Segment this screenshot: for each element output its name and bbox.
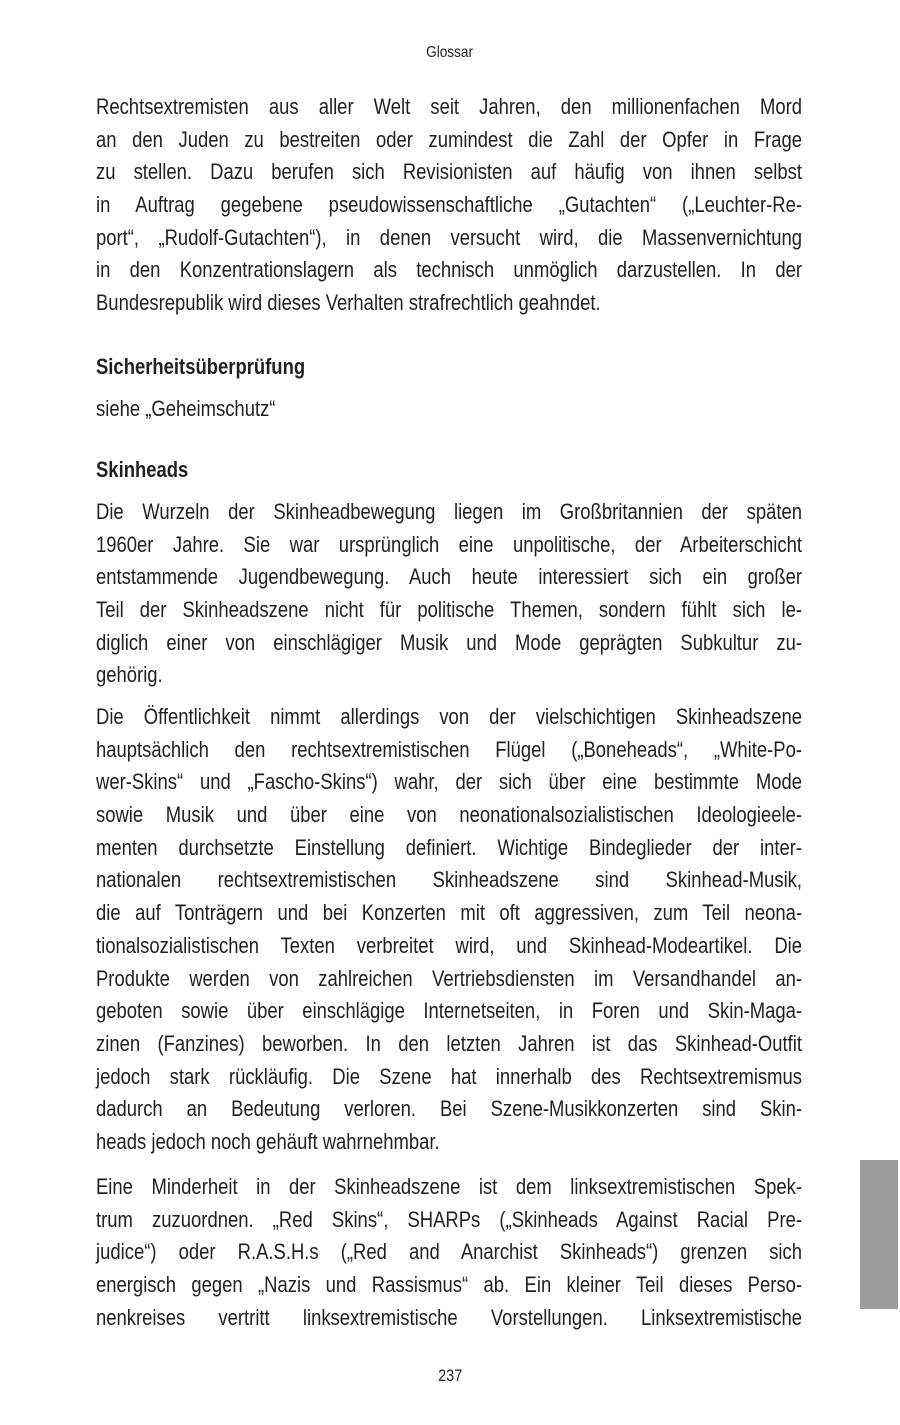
text-line-content: diglich einer von einschlägiger Musik und Mode geprägten Subkultur zu- <box>96 629 803 655</box>
text-line <box>96 766 802 799</box>
text-line <box>96 627 802 660</box>
text-line <box>96 734 802 767</box>
text-line <box>96 1302 802 1335</box>
text-line-content: Teil der Skinheadszene nicht für politische Themen, sondern fühlt sich le- <box>96 597 803 623</box>
text-line <box>96 963 802 996</box>
text-line-content: dadurch an Bedeutung verloren. Bei Szene-Musikkonzerten sind Skin- <box>96 1096 803 1122</box>
text-line <box>96 254 802 287</box>
text-line-content: nationalen rechtsextremistischen Skinheadszene sind Skinhead-Musik, <box>96 867 803 893</box>
paragraph-skinheads-origins <box>96 496 802 692</box>
text-line <box>96 594 802 627</box>
glossary-term-skinheads <box>96 454 802 487</box>
text-line-content: heads jedoch noch gehäuft wahrnehmbar. <box>96 1128 440 1154</box>
text-line-content: Die Wurzeln der Skinheadbewegung liegen im Großbritannien der späten <box>96 499 803 524</box>
text-line <box>96 189 802 222</box>
paragraph-revisionism-continued <box>96 91 802 320</box>
text-line <box>96 1028 802 1061</box>
text-line-content: die auf Tonträgern und bei Konzerten mit oft aggressiven, zum Teil neona- <box>96 900 803 926</box>
text-line <box>96 1126 802 1159</box>
text-line <box>96 1204 802 1237</box>
text-line-content: zinen (Fanzines) beworben. In den letzten Jahren ist das Skinhead-Outfit <box>96 1030 803 1056</box>
text-line-content: in Auftrag gegebene pseudowissenschaftliche „Gutachten“ („Leuchter-Re- <box>96 192 803 218</box>
text-line-content: Sicherheitsüberprüfung <box>96 354 306 379</box>
text-line <box>96 1269 802 1302</box>
text-line <box>96 561 802 594</box>
text-line-content: sowie Musik und über eine von neonationalsozialistischen Ideologieele- <box>96 802 803 828</box>
page-number <box>0 1366 900 1386</box>
text-line-content: menten durchsetzte Einstellung definiert. Wichtige Bindeglieder der inter- <box>96 834 803 860</box>
text-line <box>96 864 802 897</box>
text-line <box>96 930 802 963</box>
text-line <box>96 529 802 562</box>
text-line-content: 1960er Jahre. Sie war ursprünglich eine unpolitische, der Arbeiterschicht <box>96 531 803 557</box>
text-line-content: tionalsozialistischen Texten verbreitet wird, und Skinhead-Modeartikel. Die <box>96 932 803 958</box>
text-line-content: port“, „Rudolf-Gutachten“), in denen versucht wird, die Massenvernichtung <box>96 224 803 250</box>
text-line <box>96 1236 802 1269</box>
text-line <box>96 995 802 1028</box>
text-line-content: hauptsächlich den rechtsextremistischen Flügel („Boneheads“, „White-Po- <box>96 736 803 762</box>
text-line-content: energisch gegen „Nazis und Rassismus“ ab. Ein kleiner Teil dieses Perso- <box>96 1272 803 1298</box>
text-line <box>96 91 802 124</box>
text-line <box>96 393 802 426</box>
text-line <box>96 897 802 930</box>
text-line <box>96 222 802 255</box>
text-line <box>96 454 802 487</box>
text-line-content: judice“) oder R.A.S.H.s („Red and Anarchist Skinheads“) grenzen sich <box>96 1239 803 1265</box>
paragraph-skinheads-right-wing <box>96 701 802 1159</box>
text-line <box>96 832 802 865</box>
text-line <box>96 287 802 320</box>
text-line <box>96 701 802 734</box>
text-line-content: an den Juden zu bestreiten oder zumindest die Zahl der Opfer in Frage <box>96 126 803 152</box>
text-line-content: zu stellen. Dazu berufen sich Revisionisten auf häufig von ihnen selbst <box>96 159 803 185</box>
text-line-content: Bundesrepublik wird dieses Verhalten strafrechtlich geahndet. <box>96 290 601 316</box>
paragraph-skinheads-left-wing <box>96 1171 802 1334</box>
text-line-content: entstammende Jugendbewegung. Auch heute interessiert sich ein großer <box>96 564 803 590</box>
text-line-content: in den Konzentrationslagern als technisch unmöglich darzustellen. In der <box>96 257 803 283</box>
text-line-content: gehörig. <box>96 662 163 688</box>
text-line <box>96 156 802 189</box>
text-line-content: jedoch stark rückläufig. Die Szene hat innerhalb des Rechtsextremismus <box>96 1063 803 1089</box>
text-line-content: geboten sowie über einschlägige Internetseiten, in Foren und Skin-Maga- <box>96 998 803 1024</box>
text-line-content: Die Öffentlichkeit nimmt allerdings von der vielschichtigen Skinheadszene <box>96 704 803 729</box>
text-line-content: trum zuzuordnen. „Red Skins“, SHARPs („Skinheads Against Racial Pre- <box>96 1206 803 1232</box>
text-line <box>96 1093 802 1126</box>
text-line <box>96 124 802 157</box>
text-line-content: siehe „Geheimschutz“ <box>96 396 276 421</box>
page-number-text: 237 <box>437 1366 463 1385</box>
text-line <box>96 496 802 529</box>
running-header <box>0 44 900 62</box>
text-line-content: Skinheads <box>96 457 189 482</box>
text-line-content: Rechtsextremisten aus aller Welt seit Jahren, den millionenfachen Mord <box>96 94 803 119</box>
cross-reference <box>96 393 802 426</box>
text-line <box>96 1171 802 1204</box>
text-line-content: Produkte werden von zahlreichen Vertriebsdiensten im Versandhandel an- <box>96 965 803 991</box>
text-line <box>96 659 802 692</box>
text-line <box>96 351 802 384</box>
text-line <box>96 799 802 832</box>
text-line <box>96 1061 802 1094</box>
running-header-text: Glossar <box>426 44 474 61</box>
glossary-term-sicherheitsueberpruefung <box>96 351 802 384</box>
text-line-content: Eine Minderheit in der Skinheadszene ist dem linksextremistischen Spek- <box>96 1174 803 1199</box>
chapter-thumb-tab <box>860 1160 898 1309</box>
text-line-content: nenkreises vertritt linksextremistische Vorstellungen. Linksextremistische <box>96 1304 803 1330</box>
text-line-content: wer-Skins“ und „Fascho-Skins“) wahr, der sich über eine bestimmte Mode <box>96 769 803 795</box>
